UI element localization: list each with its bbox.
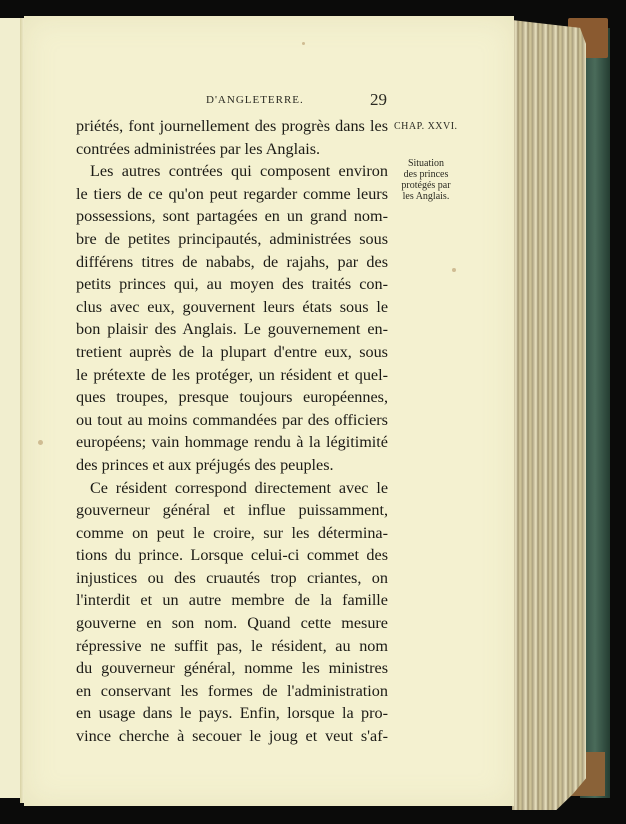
- text-line: en usage dans le pays. Enfin, lorsque la pro-: [76, 704, 388, 723]
- text-line: contrées administrées par les Anglais.: [76, 139, 321, 158]
- text-line: injustices ou des cruautés trop criantes, on: [76, 568, 388, 587]
- foxing-spot: [452, 268, 456, 272]
- text-line: comme on peut le croire, sur les détermina-: [76, 523, 388, 542]
- running-head: D'ANGLETERRE.: [206, 94, 304, 106]
- page-edges: [512, 20, 586, 810]
- text-line: possessions, sont partagées en un grand nom-: [76, 207, 388, 226]
- foxing-spot: [38, 440, 43, 445]
- text-line: du gouverneur général, nomme les ministres: [76, 659, 388, 678]
- text-line: ou tout au moins commandées par des officiers: [76, 410, 388, 429]
- text-line: différens titres de nababs, de rajahs, par des: [76, 252, 388, 271]
- text-line: clus avec eux, gouvernent leurs états sous le: [76, 297, 388, 316]
- text-line: Ce résident correspond directement avec le: [90, 478, 388, 497]
- text-line: tretient auprès de la plupart d'entre eux, sous: [76, 342, 388, 361]
- text-line: ques troupes, presque toujours européennes,: [76, 388, 388, 407]
- text-line: priétés, font journellement des progrès dans les: [76, 117, 388, 135]
- text-line: l'interdit et un autre membre de la famille: [76, 591, 388, 610]
- text-line: répressive ne suffit pas, le résident, au nom: [76, 636, 388, 655]
- page-number: 29: [370, 90, 387, 109]
- margin-note-line: les Anglais.: [402, 191, 450, 202]
- text-line: européens; vain hommage rendu à la légitimité: [76, 433, 388, 452]
- text-line: le tiers de ce qu'on peut regarder comme leurs: [76, 184, 388, 203]
- text-line: petits princes qui, au moyen des traités con-: [76, 275, 388, 294]
- body-text: [76, 115, 388, 748]
- text-line: des princes et aux préjugés des peuples.: [76, 455, 334, 474]
- text-line: gouverneur général et influe puissamment,: [76, 501, 388, 520]
- margin-note-line: des princes: [403, 169, 449, 180]
- margin-note: [396, 158, 456, 202]
- text-line: le prétexte de les protéger, un résident et quel-: [76, 365, 388, 384]
- text-line: en conservant les formes de l'administration: [76, 681, 388, 700]
- text-line: vince cherche à secouer le joug et veut s'af-: [76, 727, 388, 746]
- text-line: bon plaisir des Anglais. Le gouvernement en-: [76, 320, 388, 339]
- text-line: gouverne en son nom. Quand cette mesure: [76, 614, 388, 633]
- margin-note-line: Situation: [407, 158, 445, 169]
- foxing-spot: [302, 42, 305, 45]
- text-line: Les autres contrées qui composent environ: [90, 162, 388, 181]
- text-line: bre de petites principautés, administrées sous: [76, 229, 388, 248]
- margin-note-line: protégés par: [401, 180, 451, 191]
- chapter-marker: CHAP. XXVI.: [394, 121, 458, 132]
- text-line: tions du prince. Lorsque celui-ci commet des: [76, 546, 388, 565]
